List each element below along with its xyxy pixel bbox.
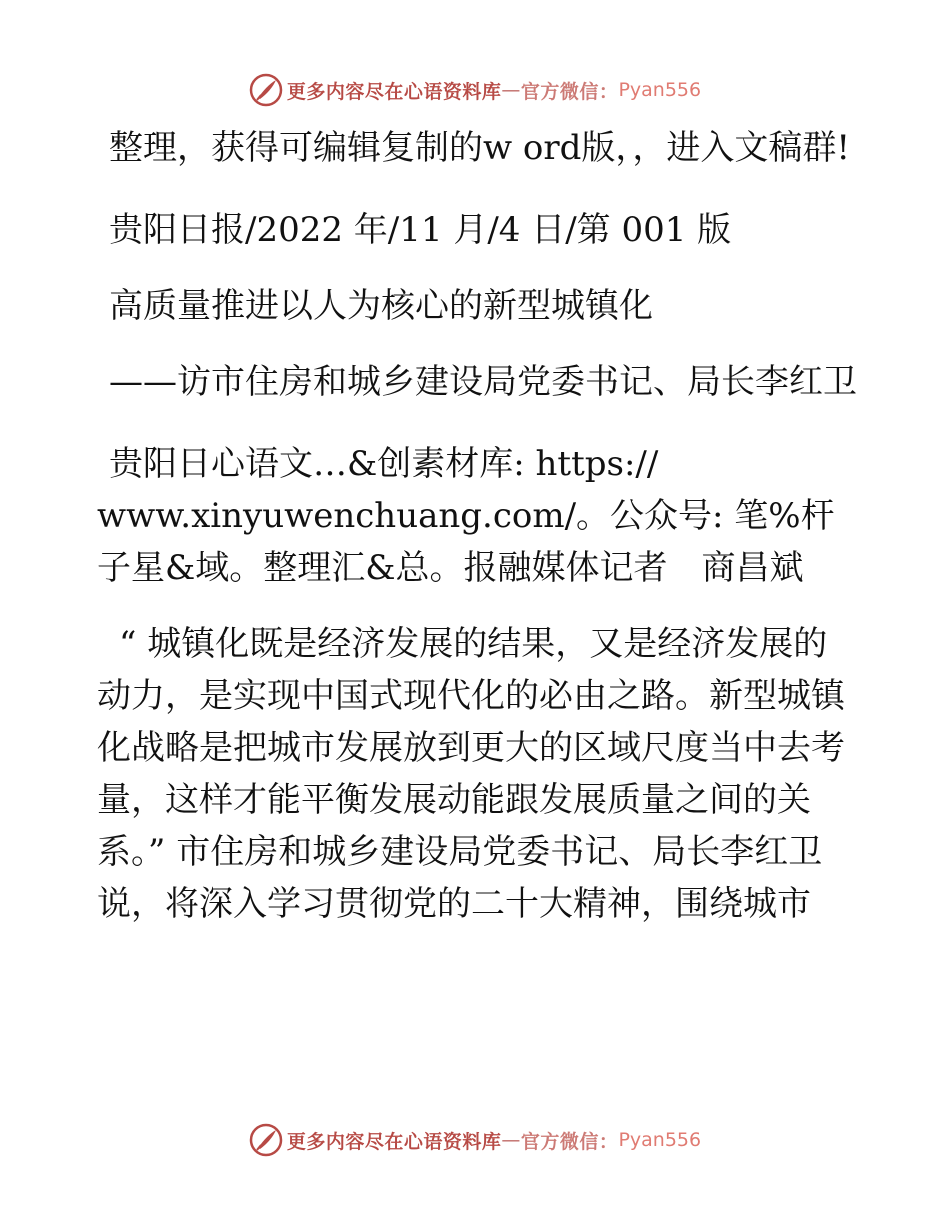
document-body (97, 118, 857, 930)
banner-wechat-label: 官方微信： (520, 1130, 619, 1153)
feather-pen-icon (249, 1123, 283, 1157)
header-watermark-banner (0, 68, 950, 112)
banner-dash: — (501, 79, 521, 101)
banner-wechat-label: 官方微信： (520, 80, 619, 103)
banner-dash: — (501, 1129, 521, 1151)
banner-main-text: 更多内容尽在心语资料库 (286, 80, 502, 103)
footer-watermark-banner (0, 1118, 950, 1162)
banner-main-text: 更多内容尽在心语资料库 (286, 1130, 502, 1153)
paragraph-intro: 整理，获得可编辑复制的w ord版，，进入文稿群! (109, 128, 851, 168)
paragraph-body: “ 城镇化既是经济发展的结果，又是经济发展的动力，是实现中国式现代化的必由之路。新型城镇化战略是把城市发展放到更大的区域尺度当中去考量，这样才能平衡发展动能跟发展质量之间的关系。” 市住房和城乡建设局党委书记、局长李红卫说，将深入学习贯彻党的二十大精神，围绕城市 (97, 624, 845, 924)
feather-pen-icon (249, 73, 283, 107)
article-headline: 高质量推进以人为核心的新型城镇化 (109, 286, 653, 326)
paragraph-byline: 贵阳日心语文…&创素材库: https:// www.xinyuwenchuang.com/。公众号: 笔%杆子星&域。整理汇&总。报融媒体记者 商昌斌 (97, 444, 835, 588)
paragraph-source-line: 贵阳日报/2022 年/11 月/4 日/第 001 版 (109, 210, 732, 250)
banner-wechat-id: Pyan556 (618, 1129, 702, 1151)
banner-wechat-id: Pyan556 (618, 79, 702, 101)
article-subheadline: ——访市住房和城乡建设局党委书记、局长李红卫 (109, 362, 857, 402)
